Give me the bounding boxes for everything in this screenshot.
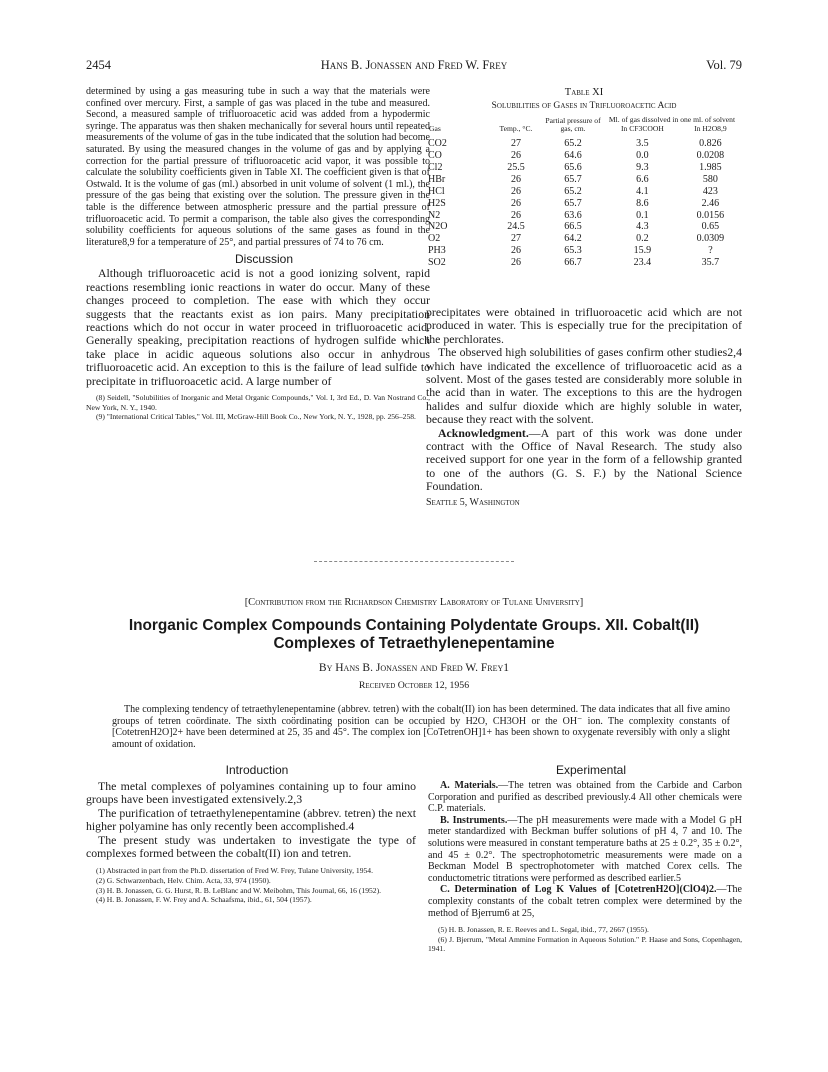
cell-gas: HCl (428, 185, 445, 197)
cell-cf3cooh: 4.3 (636, 221, 649, 233)
instruments-paragraph (428, 815, 742, 885)
location: Seattle 5, Washington (426, 496, 520, 508)
cell-gas: O2 (428, 233, 441, 245)
table-row (428, 221, 740, 233)
cell-h2o: 1.985 (699, 162, 722, 174)
volume-label: Vol. 79 (706, 58, 742, 72)
footnote-6: (6) J. Bjerrum, "Metal Ammine Formation in Aqueous Solution." P. Haase and Sons, Copenhagen, 1941. (428, 934, 742, 954)
materials-text: —The tetren was obtained from the Carbide and Carbon Corporation and purified as described previously.4 All other chemicals were C.P. materials. (428, 780, 742, 815)
footnote-5: (5) H. B. Jonassen, R. E. Reeves and L. Segal, ibid., 77, 2667 (1955). (438, 925, 649, 935)
intro-paragraph-1: The metal complexes of polyamines containing up to four amino groups have been investigated extensively.2,3 (86, 779, 416, 807)
table-row (428, 245, 740, 257)
footnotes-top-left (86, 393, 430, 422)
cell-gas: PH3 (428, 245, 446, 257)
method-paragraph: determined by using a gas measuring tube in such a way that the materials were confined over mercury. First, a sample of gas was placed in the tube and measured. Second, a measured sample of trifluoroacetic acid was added from a hypodermic syringe. The apparatus was then shaken mechanically for several hours until repeated measurements of the volume of gas in the tube indicated that the solution had become saturated. By using the measured changes in the volume of gas and by applying a correction for the partial pressure of trifluoroacetic acid vapor, it was possible to calculate the solubility coefficients given in Table XI. The coefficient given is that of Ostwald. It is the volume of gas (ml.) absorbed in unit volume of solvent (1 ml.), the pressure of the gas being that existing over the solution. The pressure given in the table is the difference between atmospheric pressure and the partial pressure of trifluoroacetic acid. To permit a comparison, the table also gives the corresponding solubility coefficients for aqueous solutions of the same gases as found in the literature8,9 for a temperature of 25°, and partial pressures of 74 to 76 cm. (86, 86, 430, 248)
footnote-1: (1) Abstracted in part from the Ph.D. dissertation of Fred W. Frey, Tulane University, 1954. (96, 866, 373, 876)
experimental-heading: Experimental (555, 763, 627, 777)
cell-pressure: 65.2 (564, 138, 582, 150)
table-row (428, 138, 740, 150)
intro-paragraph-2: The purification of tetraethylenepentamine (abbrev. tetren) the next higher polyamine has only recently been accomplished.4 (86, 805, 416, 834)
table-row (428, 173, 740, 185)
cell-gas: HBr (428, 173, 446, 185)
title-line-1: Inorganic Complex Compounds Containing Polydentate Groups. XII. Cobalt(II) (128, 617, 700, 634)
cell-cf3cooh: 6.6 (636, 173, 649, 185)
acknowledgment-paragraph (426, 427, 742, 494)
col-cf3cooh: In CF3COOH (621, 124, 664, 134)
cell-h2o: 0.0309 (696, 233, 725, 245)
introduction-heading: Introduction (225, 763, 289, 777)
footnote-8: (8) Seidell, "Solubilities of Inorganic and Metal Organic Compounds," Vol. I, 3rd Ed., D. Van Nostrand Co., New York, N. Y., 1940. (86, 392, 430, 412)
cell-h2o: 0.0156 (696, 209, 725, 221)
solubility-table (428, 115, 740, 269)
cell-temp: 26 (511, 185, 521, 197)
footnote-4: (4) H. B. Jonassen, F. W. Frey and A. Schaafsma, ibid., 61, 504 (1957). (96, 895, 312, 905)
table-row (428, 257, 740, 269)
cell-temp: 27 (511, 233, 521, 245)
instruments-label: B. Instruments. (440, 814, 508, 826)
acknowledgment-text: —A part of this work was done under contract with the Office of Naval Research. The study also received support for one year in the form of a fellowship granted to one of the authors (G. S. F.) by the National Science Foundation. (426, 425, 742, 494)
col-temp: Temp., °C. (499, 124, 533, 134)
cell-pressure: 65.7 (564, 173, 582, 185)
table-xi (428, 86, 740, 269)
materials-label: A. Materials. (440, 780, 499, 791)
abstract: The complexing tendency of tetraethylenepentamine (abbrev. tetren) with the cobalt(II) ion has been determined. The data indicates that all five amino groups of tetren coördinate. The sixth coördinating position can be occupied by H2O, CH3OH or the OH⁻ ion. The complexity constants of [CotetrenH2O]2+ have been determined at 25, 35 and 45°. The complex ion [CoTetrenOH]1+ has been shown to oxygenate reversibly with only a slight amount of oxidation. (112, 704, 730, 750)
cell-pressure: 63.6 (564, 209, 582, 221)
materials-paragraph (428, 780, 742, 815)
cell-h2o: 2.46 (701, 197, 720, 209)
cell-cf3cooh: 23.4 (633, 257, 652, 269)
cell-gas: Cl2 (428, 162, 443, 174)
cell-pressure: 64.2 (564, 233, 582, 245)
col-gas: Gas (429, 124, 441, 134)
table-row (428, 209, 740, 221)
cell-pressure: 65.2 (564, 185, 582, 197)
cell-temp: 26 (511, 257, 521, 269)
cell-cf3cooh: 9.3 (636, 162, 649, 174)
footnote-9: (9) "International Critical Tables," Vol. III, McGraw-Hill Book Co., New York, N. Y., 1928, pp. 256–258. (96, 412, 416, 422)
cell-gas: H2S (428, 197, 446, 209)
cell-h2o: 580 (702, 173, 718, 185)
cell-gas: CO (428, 150, 442, 162)
table-row (428, 162, 740, 174)
table-caption: Solubilities of Gases in Trifluoroacetic Acid (491, 100, 677, 111)
cell-temp: 24.5 (507, 221, 525, 233)
cell-h2o: 0.0208 (696, 150, 725, 162)
cell-gas: CO2 (428, 138, 447, 150)
cell-gas: N2 (428, 209, 441, 221)
table-row (428, 197, 740, 209)
logk-paragraph (428, 884, 742, 919)
cell-cf3cooh: 15.9 (633, 245, 652, 257)
cell-h2o: 35.7 (701, 257, 720, 269)
cell-gas: N2O (428, 221, 448, 233)
cell-pressure: 65.6 (564, 162, 582, 174)
cell-h2o: 0.65 (701, 221, 720, 233)
cell-temp: 26 (511, 209, 521, 221)
table-label: Table XI (564, 87, 604, 98)
cell-pressure: 66.5 (564, 221, 582, 233)
cell-pressure: 65.3 (564, 245, 582, 257)
intro-column (86, 763, 416, 905)
discussion-heading: Discussion (234, 252, 294, 267)
footnote-3: (3) H. B. Jonassen, G. G. Hurst, R. B. LeBlanc and W. Meibohm, This Journal, 66, 16 (1952). (96, 885, 382, 895)
cell-cf3cooh: 0.0 (636, 150, 649, 162)
logk-text: —The complexity constants of the cobalt tetren complex were determined by the method of Bjerrum6 at 25, (428, 884, 742, 919)
cell-pressure: 66.7 (564, 257, 582, 269)
col-h2o: In H2O8,9 (694, 124, 727, 134)
cell-cf3cooh: 8.6 (636, 197, 649, 209)
cell-temp: 26 (511, 197, 521, 209)
received-date: Received October 12, 1956 (358, 680, 470, 691)
contribution-line: [Contribution from the Richardson Chemistry Laboratory of Tulane University] (244, 597, 584, 608)
intro-footnotes (86, 866, 416, 904)
cell-cf3cooh: 3.5 (636, 138, 649, 150)
cell-h2o: 0.826 (699, 138, 722, 150)
cell-pressure: 65.7 (564, 197, 582, 209)
cell-gas: SO2 (428, 257, 446, 269)
left-column-top (86, 86, 430, 422)
cell-h2o: 423 (702, 185, 718, 197)
solubility-paragraph: The observed high solubilities of gases confirm other studies2,4 which have indicated the excellence of trifluoroacetic acid as a solvent. Most of the gases tested are considerably more soluble in the acid than in water. The exceptions to this are the hydrogen halides and sulfur dioxide which are highly soluble in water, because they react with the solvent. (426, 345, 742, 427)
cell-h2o: ? (708, 245, 713, 257)
cell-temp: 26 (511, 173, 521, 185)
cell-temp: 25.5 (507, 162, 525, 174)
section-divider (314, 561, 514, 562)
byline: By Hans B. Jonassen and Fred W. Frey1 (318, 662, 510, 674)
cell-temp: 26 (511, 245, 521, 257)
title-line-2: Complexes of Tetraethylenepentamine (273, 635, 555, 652)
col-dissolved: Ml. of gas dissolved in one ml. of solvent (608, 115, 736, 124)
table-row (428, 150, 740, 162)
cell-pressure: 64.6 (564, 150, 582, 162)
cell-cf3cooh: 4.1 (636, 185, 649, 197)
precipitates-paragraph: precipitates were obtained in trifluoroacetic acid which are not produced in water. This is especially true for the precipitation of the perchlorates. (426, 305, 742, 346)
cell-cf3cooh: 0.1 (636, 209, 649, 221)
running-head: Hans B. Jonassen and Fred W. Frey (320, 58, 508, 72)
cell-temp: 26 (511, 150, 521, 162)
instruments-text: —The pH measurements were made with a Model G pH meter standardized with Beckman buffer solutions of pH 4, 7 and 10. The solutions were measured in constant temperature baths at 25 ± 0.2°, 35 ± 0.2°, and 45 ± 0.2°. The spectrophotometric measurements were made on a Beckman Model B spectrophotometer with matched Corex cells. The conductometric titrations were performed as described earlier.5 (428, 814, 742, 884)
experimental-footnotes (428, 925, 742, 954)
cell-temp: 27 (511, 138, 521, 150)
discussion-paragraph: Although trifluoroacetic acid is not a good ionizing solvent, rapid reactions resembling ionic reactions in water do occur. Many of these changes proceed to completion. The ease with which they occur suggests that the reactants exist as ion pairs. Many precipitation reactions which do not occur in water proceed in trifluoroacetic acid. Generally speaking, precipitation reactions of hydrogen sulfide which take place in acidic aqueous solutions also occur in anhydrous trifluoroacetic acid. An exception to this is the failure of lead sulfide to precipitate in trifluoroacetic acid. A large number of (86, 266, 430, 388)
table-row (428, 185, 740, 197)
article-title (86, 617, 742, 653)
footnote-2: (2) G. Schwarzenbach, Helv. Chim. Acta, 33, 974 (1950). (96, 876, 271, 886)
intro-paragraph-3: The present study was undertaken to investigate the type of complexes formed between the cobalt(II) ion and tetren. (86, 832, 416, 861)
page-number: 2454 (86, 58, 111, 72)
right-column-top (426, 306, 742, 509)
table-row (428, 233, 740, 245)
experimental-column (428, 763, 742, 954)
col-pressure: Partial pressure of gas, cm. (545, 116, 601, 134)
cell-cf3cooh: 0.2 (636, 233, 649, 245)
logk-label: C. Determination of Log K Values of [CotetrenH2O](ClO4)2. (440, 884, 717, 896)
acknowledgment-label: Acknowledgment. (438, 425, 529, 440)
